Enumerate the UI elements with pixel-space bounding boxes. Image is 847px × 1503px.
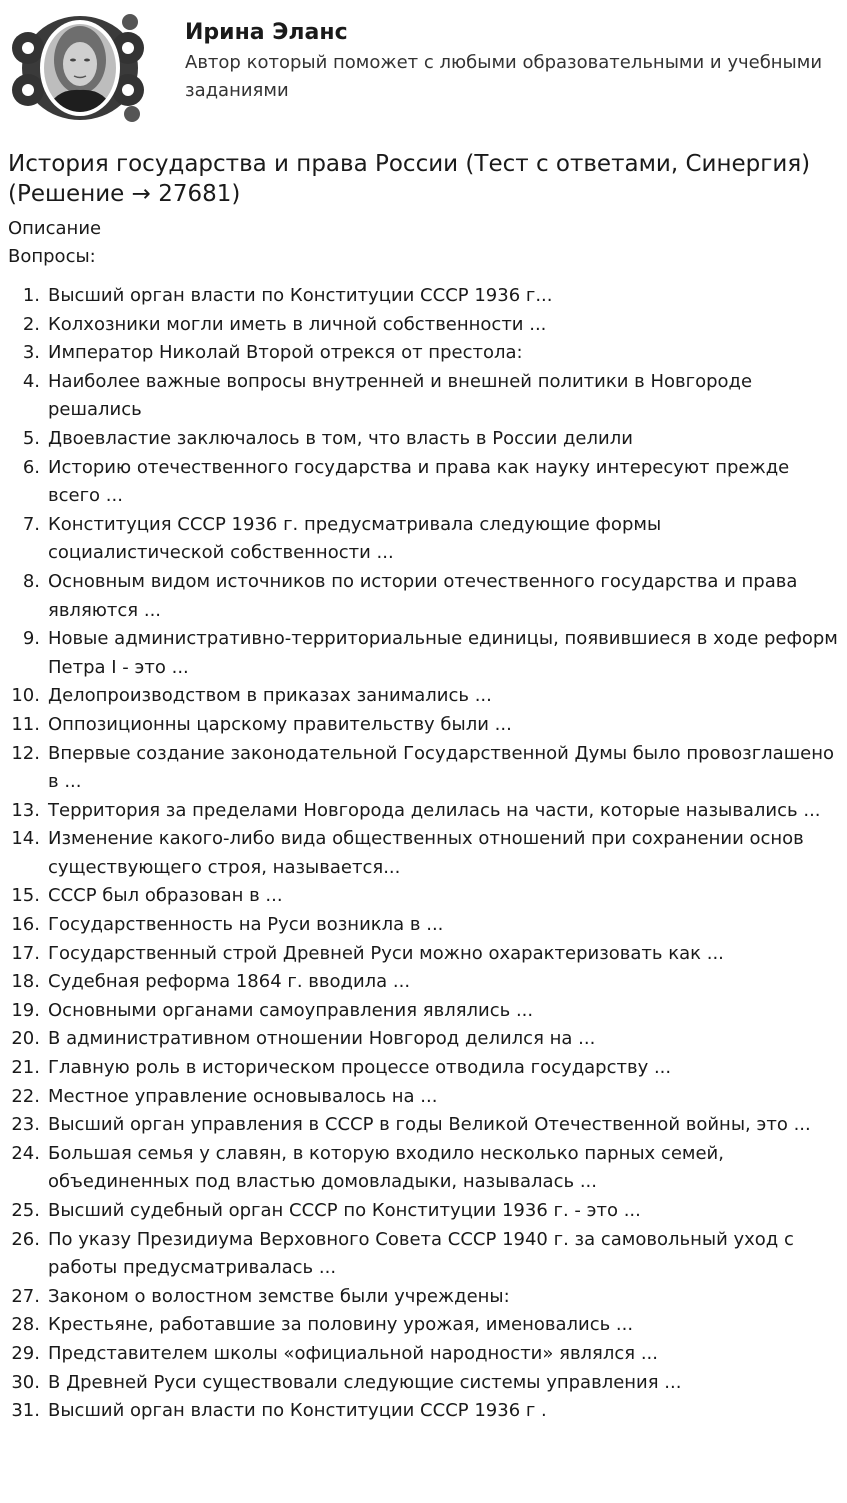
- question-text: Большая семья у славян, в которую входило несколько парных семей, объединенных под властью домовладыки, называлась ...: [48, 1142, 724, 1193]
- question-number: 29.: [11, 1342, 40, 1364]
- question-number: 10.: [11, 685, 40, 707]
- question-item: [0, 940, 845, 969]
- question-item: [0, 625, 845, 682]
- question-item: [0, 1054, 845, 1083]
- question-number: 6.: [22, 456, 40, 478]
- question-number: 2.: [22, 313, 40, 335]
- question-item: [0, 797, 845, 826]
- author-header: [8, 8, 838, 128]
- question-number: 11.: [11, 713, 40, 735]
- question-number: 27.: [11, 1285, 40, 1307]
- question-text: Местное управление основывалось на ...: [48, 1085, 438, 1107]
- question-text: В Древней Руси существовали следующие системы управления ...: [48, 1371, 682, 1393]
- question-number: 1.: [22, 285, 40, 306]
- description-label: Описание: [8, 218, 102, 239]
- question-text: Представителем школы «официальной народности» являлся ...: [48, 1342, 659, 1364]
- question-text: Впервые создание законодательной Государственной Думы было провозглашено в ...: [48, 742, 835, 793]
- question-item: [0, 282, 845, 311]
- question-text: Высший орган управления в СССР в годы Великой Отечественной войны, это ...: [48, 1114, 811, 1136]
- question-number: 18.: [11, 971, 40, 993]
- question-number: 13.: [11, 799, 40, 821]
- question-number: 28.: [11, 1314, 40, 1336]
- question-text: Наиболее важные вопросы внутренней и внешней политики в Новгороде решались: [48, 370, 753, 421]
- question-item: [0, 911, 845, 940]
- author-description: Автор который поможет с любыми образовательными и учебными заданиями: [185, 52, 823, 101]
- question-item: [0, 825, 845, 882]
- question-number: 7.: [22, 513, 40, 535]
- author-name[interactable]: Ирина Эланс: [185, 20, 348, 45]
- question-text: Колхозники могли иметь в личной собственности ...: [48, 313, 547, 335]
- question-text: Законом о волостном земстве были учреждены:: [48, 1285, 510, 1307]
- question-text: Двоевластие заключалось в том, что власть в России делили: [48, 427, 633, 449]
- question-item: [0, 1111, 845, 1140]
- author-avatar[interactable]: [8, 8, 148, 126]
- question-item: [0, 1283, 845, 1312]
- question-text: Изменение какого-либо вида общественных отношений при сохранении основ существующего строя, называется...: [48, 828, 804, 878]
- question-text: Основным видом источников по истории отечественного государства и права являются ...: [48, 570, 798, 621]
- question-text: Крестьяне, работавшие за половину урожая, именовались ...: [48, 1314, 634, 1336]
- question-number: 31.: [11, 1400, 40, 1422]
- question-text: Государственный строй Древней Руси можно охарактеризовать как ...: [48, 942, 724, 964]
- question-number: 16.: [11, 914, 40, 936]
- question-text: Высший судебный орган СССР по Конституции 1936 г. - это ...: [48, 1200, 641, 1221]
- question-text: По указу Президиума Верховного Совета СССР 1940 г. за самовольный уход с работы предусматривалась ...: [48, 1228, 794, 1279]
- question-number: 14.: [11, 828, 40, 850]
- question-text: СССР был образован в ...: [48, 885, 283, 907]
- question-number: 12.: [11, 742, 40, 764]
- question-item: [0, 568, 845, 625]
- question-number: 5.: [22, 427, 40, 449]
- question-text: Основными органами самоуправления являлись ...: [48, 999, 534, 1021]
- question-item: [0, 368, 845, 425]
- question-text: В административном отношении Новгород делился на ...: [48, 1028, 596, 1050]
- question-item: [0, 682, 845, 711]
- question-item: [0, 454, 845, 511]
- question-item: [0, 1369, 845, 1398]
- question-item: [0, 1140, 845, 1197]
- question-text: Главную роль в историческом процессе отводила государству ...: [48, 1057, 672, 1079]
- question-text: Государственность на Руси возникла в ...: [48, 914, 444, 936]
- question-number: 19.: [11, 999, 40, 1021]
- question-item: [0, 740, 845, 797]
- question-item: [0, 425, 845, 454]
- questions-list: [0, 282, 845, 1426]
- question-item: [0, 511, 845, 568]
- question-number: 22.: [11, 1085, 40, 1107]
- question-item: [0, 1083, 845, 1112]
- question-item: [0, 1340, 845, 1369]
- question-item: [0, 1197, 845, 1226]
- question-text: Высший орган власти по Конституции СССР 1936 г .: [48, 1400, 547, 1422]
- question-number: 30.: [11, 1371, 40, 1393]
- question-item: [0, 1025, 845, 1054]
- question-item: [0, 1226, 845, 1283]
- question-text: Территория за пределами Новгорода делилась на части, которые назывались ...: [48, 799, 821, 821]
- question-number: 15.: [11, 885, 40, 907]
- question-text: Делопроизводством в приказах занимались ...: [48, 685, 492, 707]
- question-number: 23.: [11, 1114, 40, 1136]
- question-number: 26.: [11, 1228, 40, 1250]
- question-item: [0, 311, 845, 340]
- question-number: 21.: [11, 1057, 40, 1079]
- question-text: Новые административно-территориальные единицы, появившиеся в ходе реформ Петра I - это ...: [48, 628, 838, 678]
- page-title: История государства и права России (Тест с ответами, Синергия) (Решение → 27681): [8, 151, 811, 207]
- question-item: [0, 711, 845, 740]
- question-text: Император Николай Второй отрекся от престола:: [48, 342, 523, 364]
- question-number: 25.: [11, 1200, 40, 1221]
- question-item: [0, 1397, 845, 1426]
- question-number: 9.: [22, 628, 40, 650]
- question-item: [0, 882, 845, 911]
- question-item: [0, 968, 845, 997]
- question-text: Судебная реформа 1864 г. вводила ...: [48, 971, 411, 993]
- questions-label: Вопросы:: [8, 246, 96, 267]
- question-number: 24.: [11, 1142, 40, 1164]
- question-text: Историю отечественного государства и права как науку интересуют прежде всего ...: [48, 456, 790, 507]
- question-number: 4.: [22, 370, 40, 392]
- question-text: Высший орган власти по Конституции СССР 1936 г...: [48, 285, 553, 306]
- question-text: Конституция СССР 1936 г. предусматривала следующие формы социалистической собственности ...: [48, 513, 662, 564]
- question-text: Оппозиционны царскому правительству были ...: [48, 713, 512, 735]
- question-number: 20.: [11, 1028, 40, 1050]
- question-number: 3.: [22, 342, 40, 364]
- question-item: [0, 997, 845, 1026]
- question-item: [0, 339, 845, 368]
- question-number: 17.: [11, 942, 40, 964]
- question-item: [0, 1311, 845, 1340]
- question-number: 8.: [22, 570, 40, 592]
